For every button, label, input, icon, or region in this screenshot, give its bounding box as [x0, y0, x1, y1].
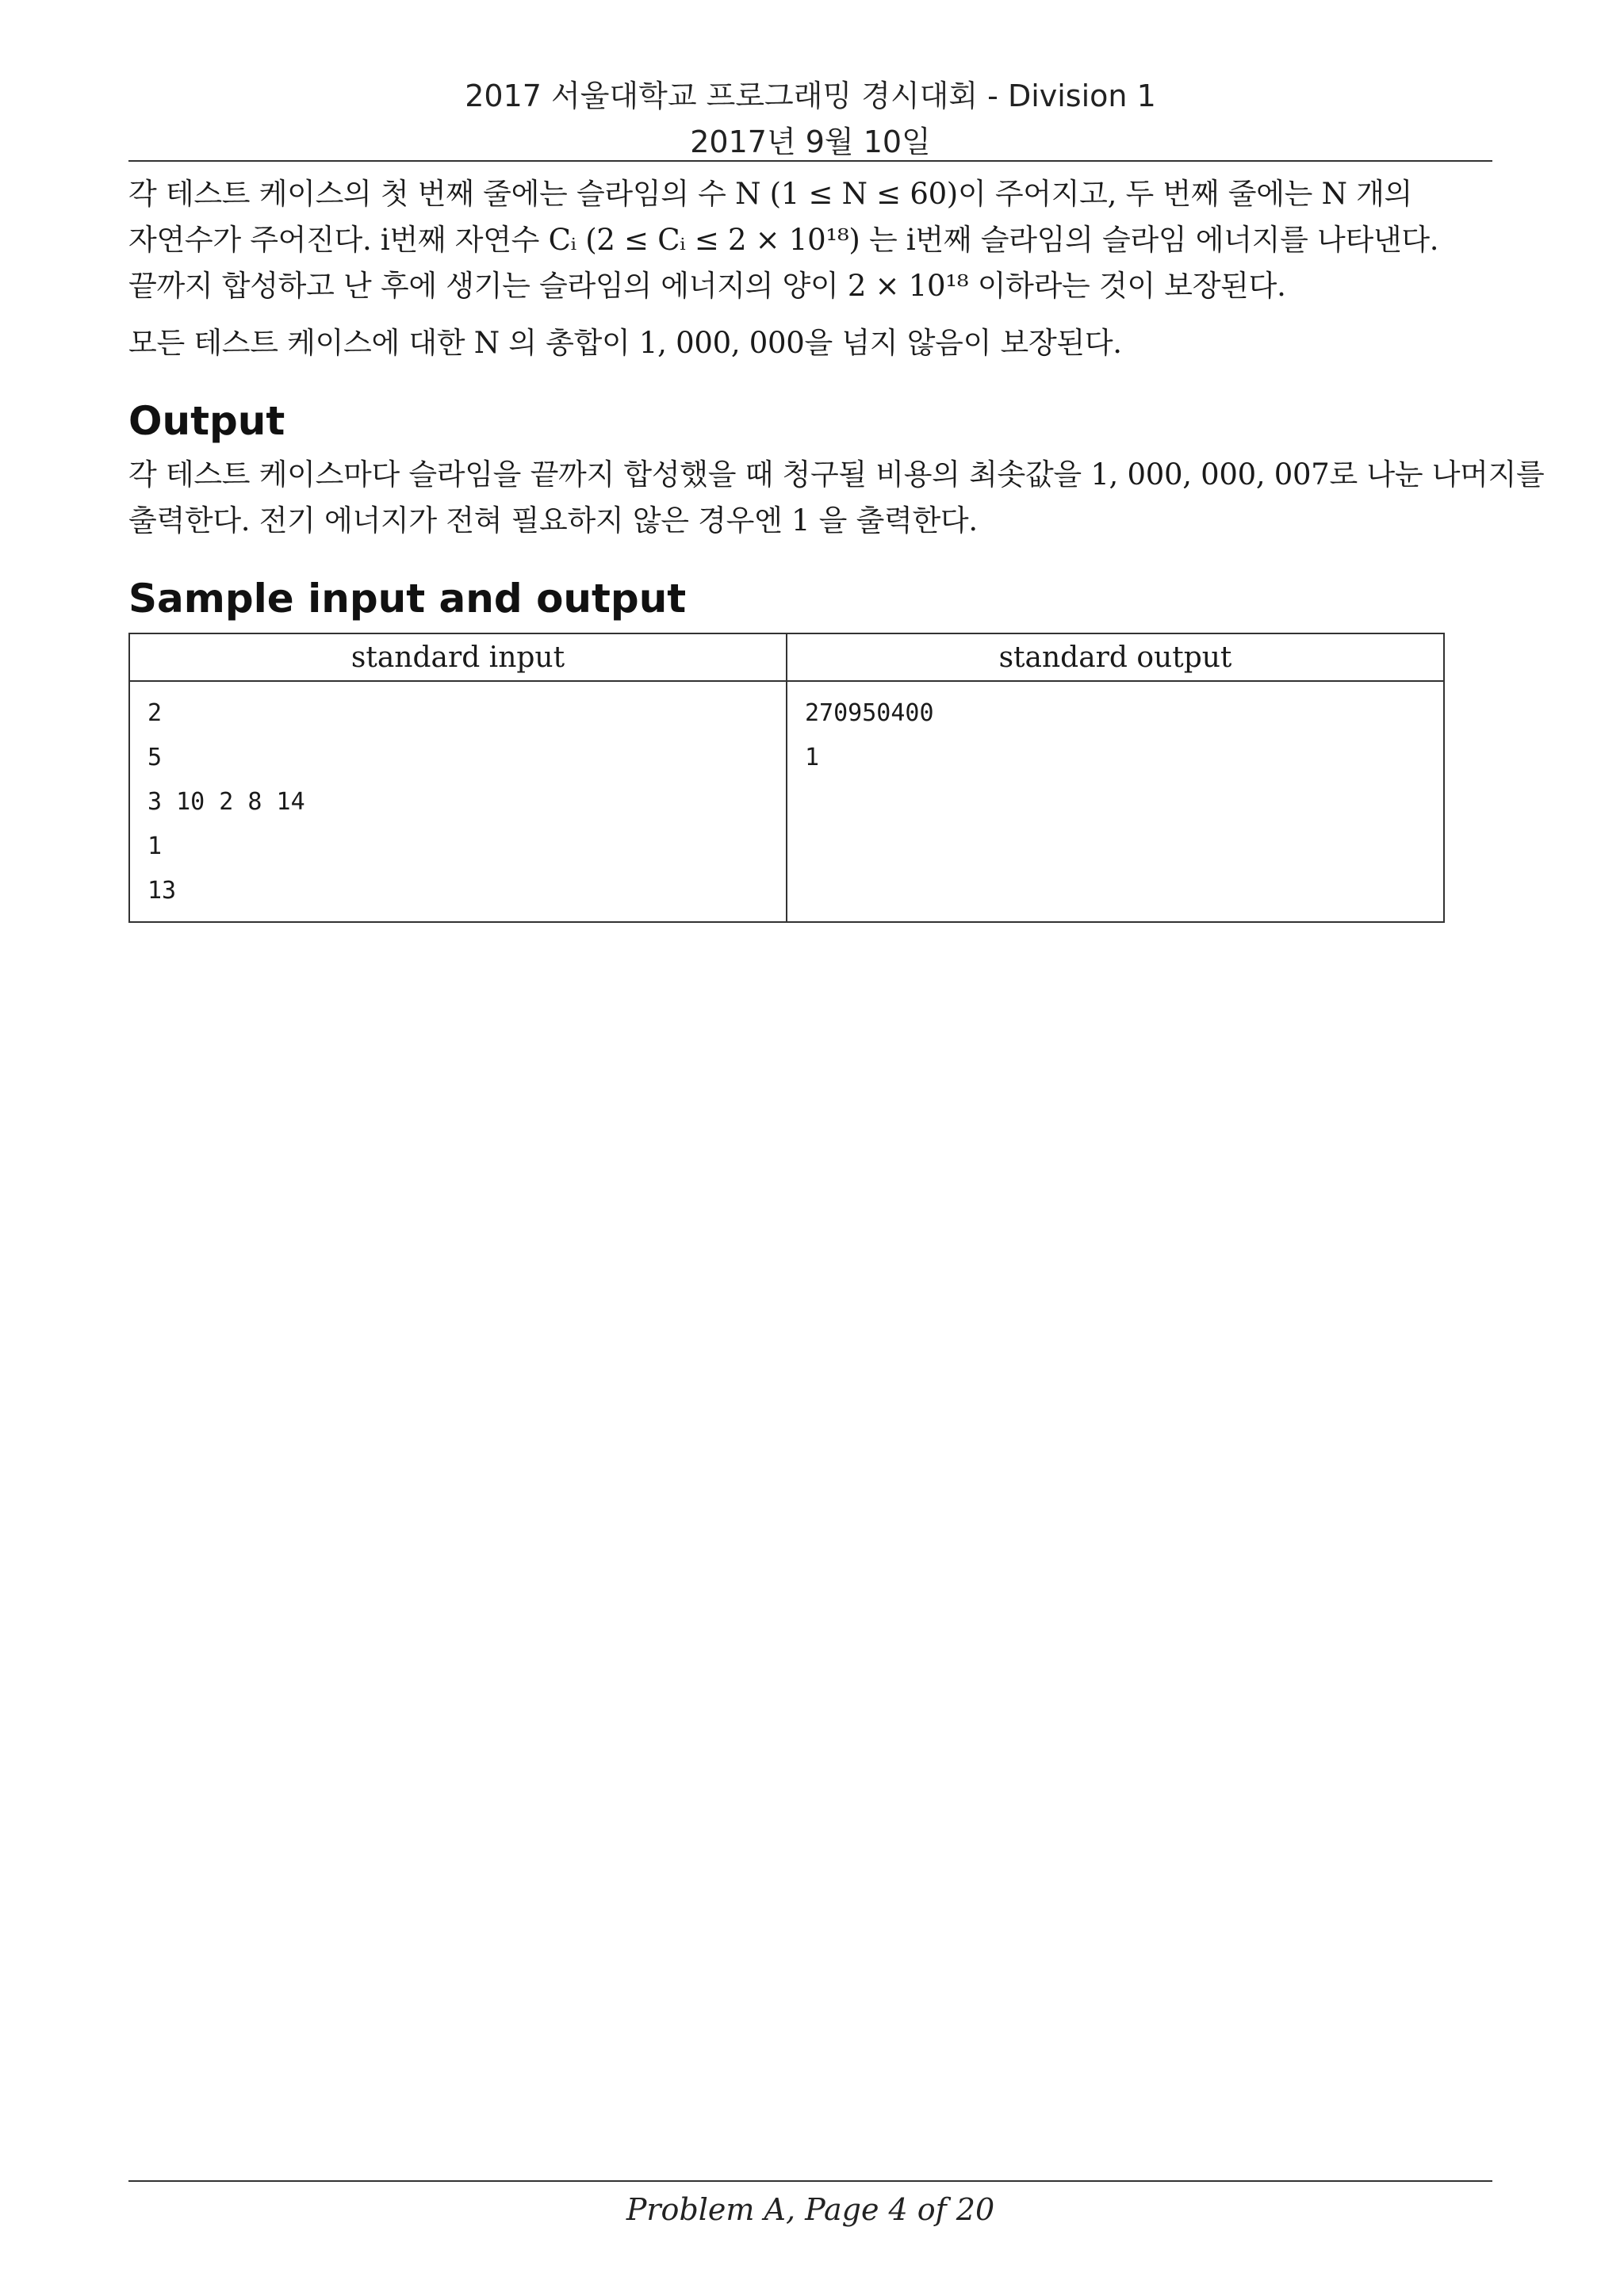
header-rule: [128, 160, 1492, 162]
sample-output-line: 270950400: [805, 699, 934, 727]
sample-heading: Sample input and output: [128, 576, 687, 622]
output-heading: Output: [128, 398, 285, 444]
output-description-paragraph: [128, 452, 1545, 544]
header-contest-title: 2017 서울대학교 프로그래밍 경시대회 - Division 1: [465, 78, 1156, 113]
sample-input-cell: [129, 681, 787, 922]
sample-input-line: 1: [147, 832, 163, 860]
input-description-paragraph: [128, 171, 1492, 309]
sample-output-line: 1: [805, 744, 820, 771]
footer-rule: [128, 2180, 1492, 2182]
header-date: 2017년 9월 10일: [690, 124, 931, 159]
input-description-line: 자연수가 주어진다. i번째 자연수 Cᵢ (2 ≤ Cᵢ ≤ 2 × 10¹⁸) 는 i번째 슬라임의 슬라임 에너지를 나타낸다.: [128, 223, 1439, 257]
sample-input-line: 13: [147, 877, 177, 905]
output-description-line: 출력한다. 전기 에너지가 전혀 필요하지 않은 경우엔 1 을 출력한다.: [128, 503, 978, 538]
sample-io-table: [128, 633, 1445, 923]
standard-input-header: standard input: [129, 633, 787, 681]
input-description-line: 각 테스트 케이스의 첫 번째 줄에는 슬라임의 수 N (1 ≤ N ≤ 60)이 주어지고, 두 번째 줄에는 N 개의: [128, 177, 1412, 211]
input-constraint-line: 모든 테스트 케이스에 대한 N 의 총합이 1, 000, 000을 넘지 않음이 보장된다.: [128, 326, 1122, 360]
sample-input-line: 2: [147, 699, 163, 727]
output-description-line: 각 테스트 케이스마다 슬라임을 끝까지 합성했을 때 청구될 비용의 최솟값을 1, 000, 000, 007로 나눈 나머지를: [128, 457, 1545, 492]
sample-input-line: 5: [147, 744, 163, 771]
page-content: [128, 171, 1545, 923]
sample-output-cell: [787, 681, 1444, 922]
standard-output-header: standard output: [787, 633, 1444, 681]
input-description-line: 끝까지 합성하고 난 후에 생기는 슬라임의 에너지의 양이 2 × 10¹⁸ 이하라는 것이 보장된다.: [128, 269, 1286, 303]
page-header: [128, 73, 1492, 165]
sample-table-body-row: [129, 681, 1444, 922]
input-constraint-paragraph: [128, 320, 1492, 366]
page-footer: Problem A, Page 4 of 20: [626, 2192, 995, 2227]
sample-input-line: 3 10 2 8 14: [147, 788, 305, 816]
sample-table-header-row: [129, 633, 1444, 681]
